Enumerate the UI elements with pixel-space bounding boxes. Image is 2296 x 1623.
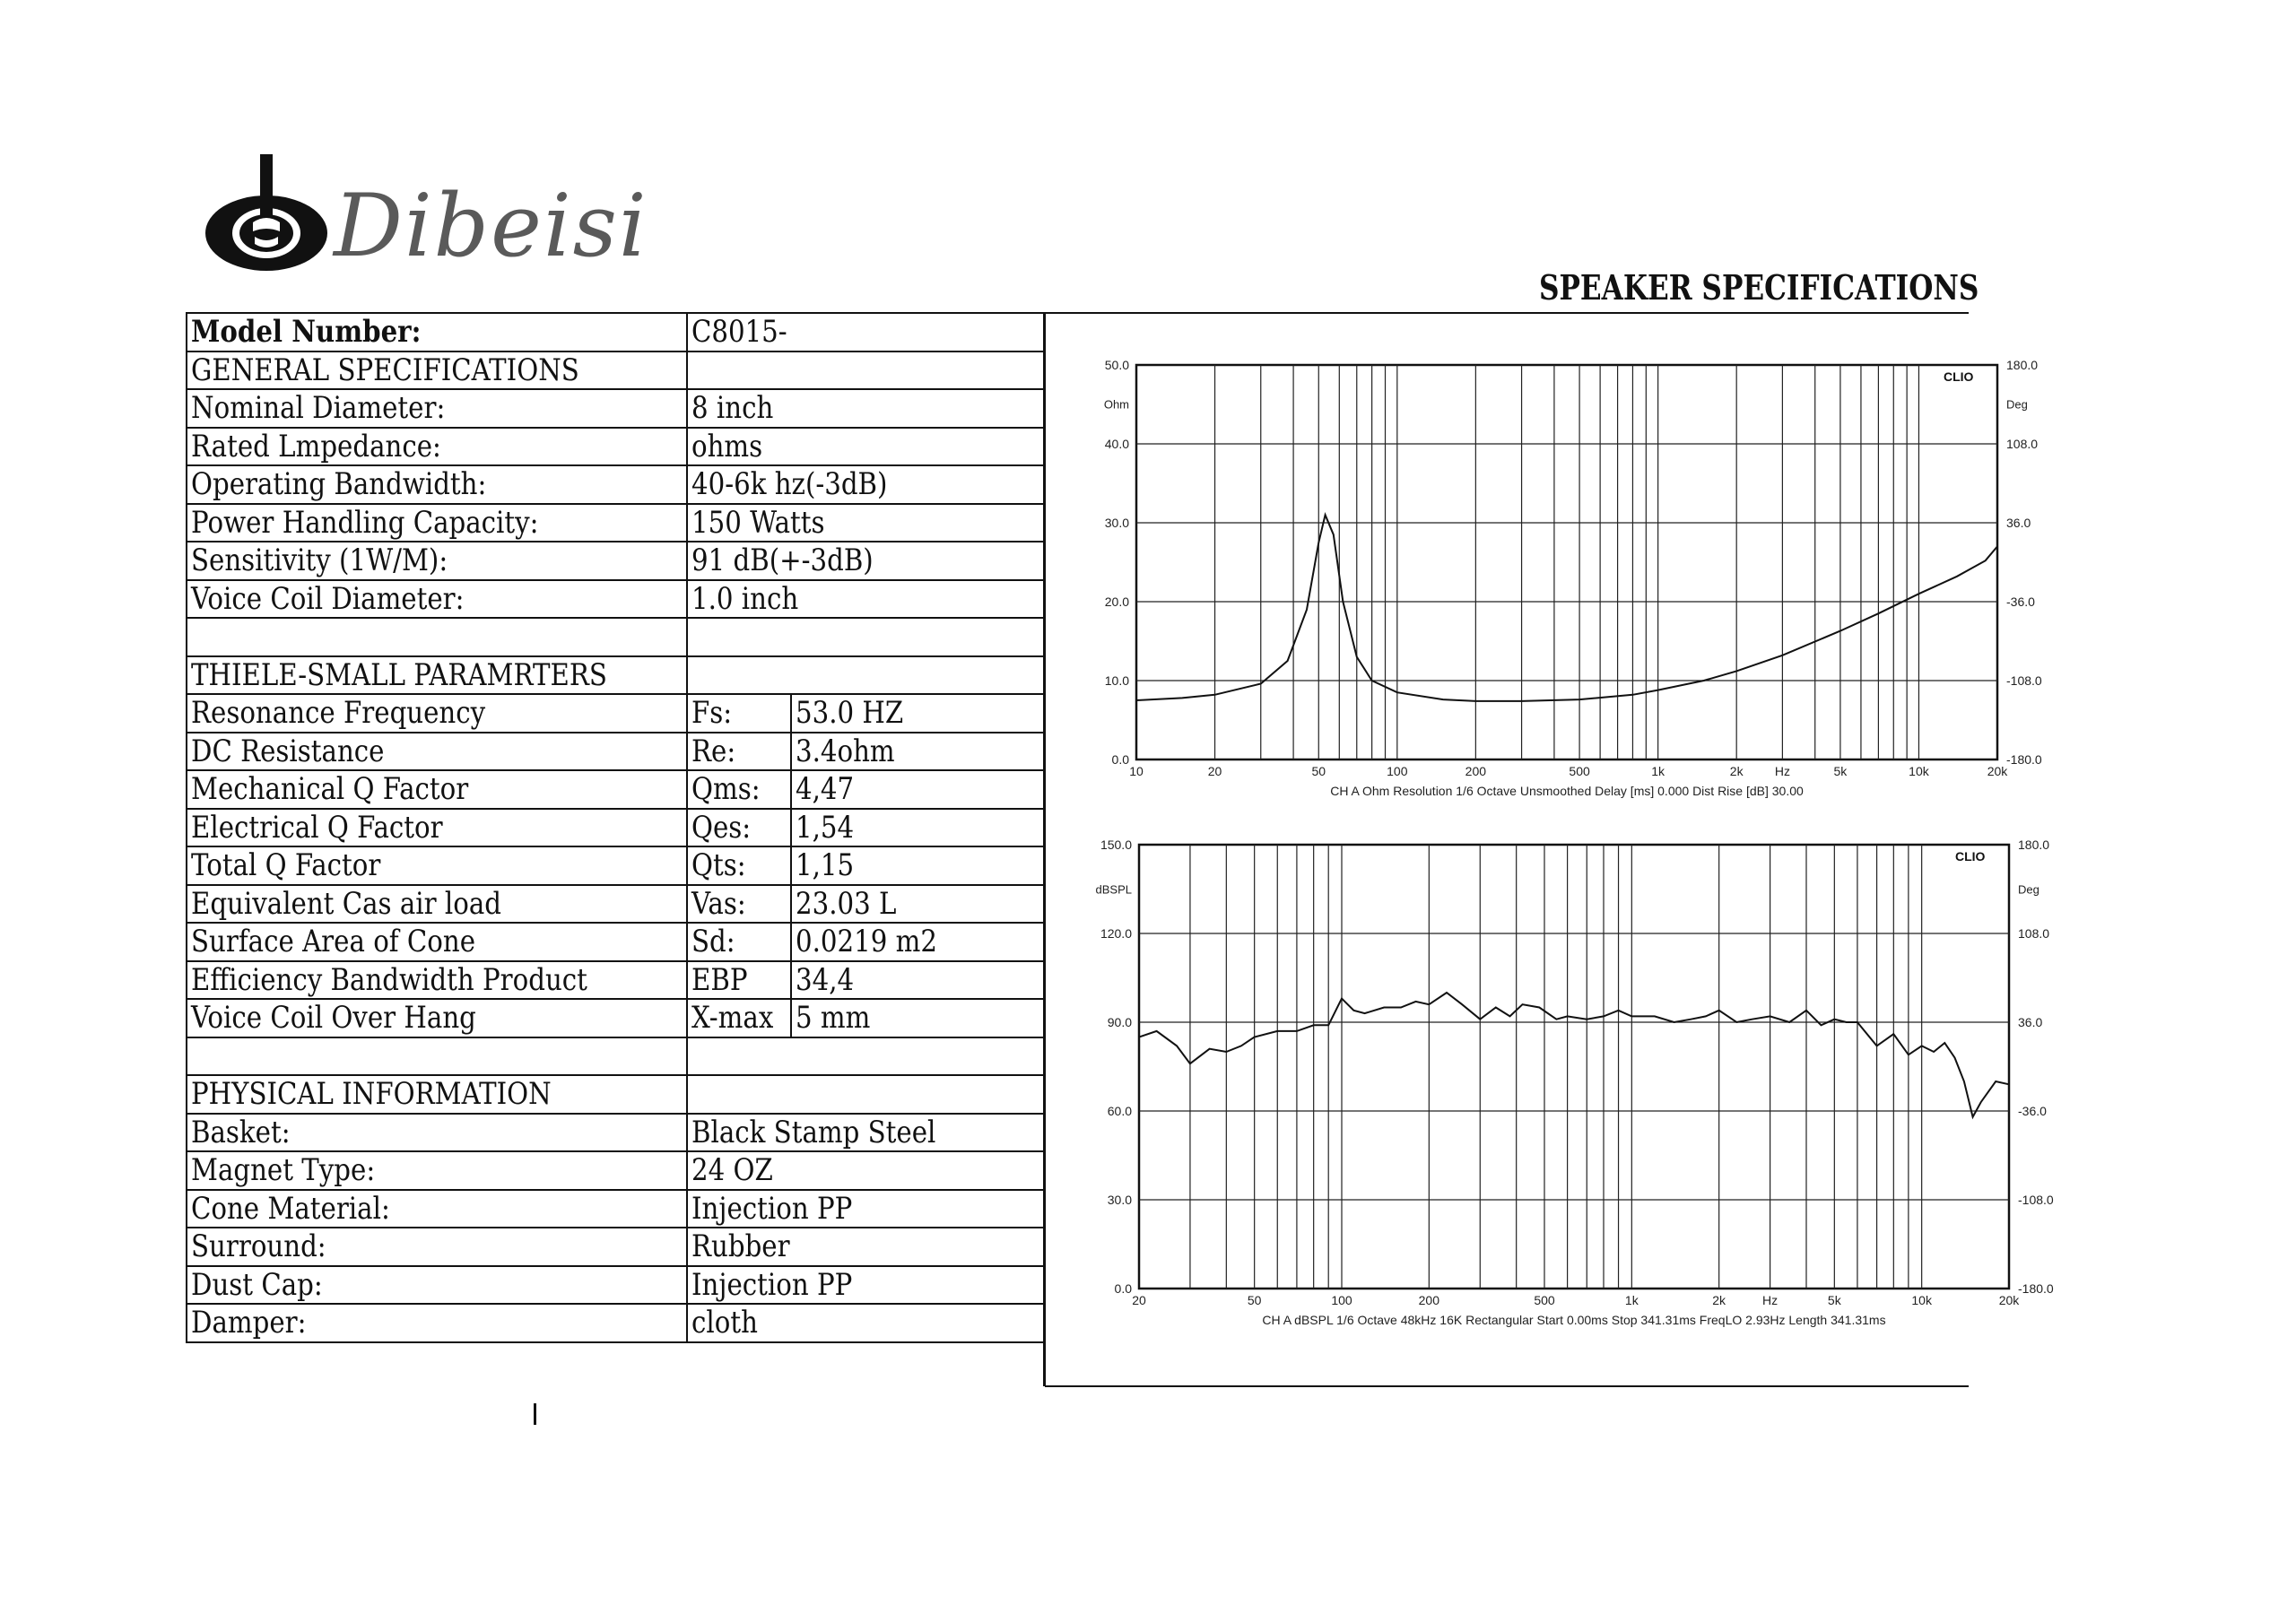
spec-label — [187, 465, 687, 504]
spec-label-text: Nominal Diameter: — [191, 390, 446, 427]
param-value-text: 34,4 — [796, 961, 855, 998]
table-row — [187, 961, 1044, 1000]
spacer-cell — [687, 1037, 1044, 1076]
param-label — [187, 733, 687, 771]
physical-value-text: Injection PP — [691, 1266, 853, 1303]
physical-label-text: Damper: — [191, 1305, 307, 1341]
x-tick-label: 20 — [1207, 764, 1222, 778]
y-tick-label: 0.0 — [1114, 1281, 1132, 1296]
x-tick-label: 1k — [1624, 1293, 1639, 1307]
param-symbol-text: Qes: — [691, 809, 752, 846]
param-symbol-text: Fs: — [691, 695, 733, 732]
physical-label — [187, 1228, 687, 1266]
param-value — [791, 961, 1044, 1000]
right-tick-label: -36.0 — [2018, 1104, 2047, 1118]
physical-value — [687, 1266, 1044, 1305]
table-row — [187, 885, 1044, 924]
page-title: SPEAKER SPECIFICATIONS — [1539, 267, 1979, 308]
param-symbol-text: Re: — [691, 733, 736, 769]
x-tick-label: 5k — [1827, 1293, 1841, 1307]
x-tick-label: 20 — [1132, 1293, 1146, 1307]
clio-label: CLIO — [1955, 849, 1986, 864]
impedance-chart — [1072, 345, 2076, 812]
spec-value-text: ohms — [691, 428, 763, 464]
model-label — [187, 313, 687, 352]
x-tick-label: 100 — [1331, 1293, 1352, 1307]
series-line — [1136, 515, 1997, 701]
section-heading-row — [187, 352, 1044, 390]
right-tick-label: -180.0 — [2006, 752, 2042, 767]
y-tick-label: 20.0 — [1104, 595, 1129, 609]
right-tick-label: 180.0 — [2018, 838, 2050, 852]
left-unit-label: Ohm — [1103, 397, 1129, 412]
spec-value — [687, 389, 1044, 428]
series-line — [1139, 993, 2009, 1117]
param-symbol — [687, 999, 791, 1037]
x-tick-label: 500 — [1534, 1293, 1555, 1307]
spec-value-text: 91 dB(+-3dB) — [691, 542, 874, 579]
table-row — [187, 1304, 1044, 1342]
physical-label-text: Dust Cap: — [191, 1266, 323, 1303]
table-row — [187, 1151, 1044, 1190]
param-value-text: 1,15 — [796, 847, 855, 884]
empty-cell — [687, 1075, 1044, 1114]
physical-value — [687, 1151, 1044, 1190]
physical-value — [687, 1228, 1044, 1266]
x-tick-label: 1k — [1651, 764, 1665, 778]
spec-label — [187, 580, 687, 619]
param-symbol — [687, 923, 791, 961]
spec-label — [187, 542, 687, 580]
physical-value-text: Black Stamp Steel — [691, 1114, 936, 1150]
param-symbol — [687, 694, 791, 733]
table-row — [187, 1228, 1044, 1266]
model-row — [187, 313, 1044, 352]
y-tick-label: 120.0 — [1100, 926, 1132, 941]
param-symbol-text: X-max — [691, 1000, 774, 1037]
param-label — [187, 846, 687, 885]
table-row — [187, 504, 1044, 542]
param-symbol-text: EBP — [691, 961, 748, 998]
table-row — [187, 465, 1044, 504]
y-tick-label: 30.0 — [1104, 516, 1129, 530]
spec-value — [687, 542, 1044, 580]
page-mark — [534, 1403, 536, 1425]
param-label-text: Electrical Q Factor — [191, 809, 443, 846]
thiele-heading — [187, 656, 687, 695]
brand-logo — [199, 151, 665, 285]
param-label-text: Efficiency Bandwidth Product — [191, 961, 587, 998]
param-label — [187, 961, 687, 1000]
spec-value-text: 1.0 inch — [691, 580, 799, 617]
table-row — [187, 694, 1044, 733]
right-tick-label: -36.0 — [2006, 595, 2035, 609]
spec-value-text: 40-6k hz(-3dB) — [691, 466, 888, 503]
param-symbol-text: Qts: — [691, 847, 746, 884]
x-tick-label: 200 — [1465, 764, 1487, 778]
physical-value-text: 24 OZ — [691, 1152, 773, 1189]
param-value-text: 4,47 — [796, 771, 855, 808]
spacer-cell — [187, 618, 687, 656]
physical-value — [687, 1190, 1044, 1228]
x-tick-label: 50 — [1247, 1293, 1262, 1307]
model-value — [687, 313, 1044, 352]
param-label-text: Mechanical Q Factor — [191, 771, 469, 808]
physical-label-text: Surround: — [191, 1228, 326, 1265]
param-value-text: 0.0219 m2 — [796, 924, 938, 960]
model-label-text: Model Number: — [191, 314, 422, 351]
physical-label-text: Magnet Type: — [191, 1152, 376, 1189]
clio-label: CLIO — [1944, 369, 1974, 384]
table-row — [187, 846, 1044, 885]
physical-label — [187, 1304, 687, 1342]
param-label — [187, 770, 687, 809]
y-tick-label: 40.0 — [1104, 437, 1129, 451]
thiele-heading-text: THIELE-SMALL PARAMRTERS — [191, 656, 607, 693]
x-tick-label: 500 — [1569, 764, 1590, 778]
spec-table — [186, 312, 1045, 1343]
param-value — [791, 809, 1044, 847]
divider-top — [1045, 312, 1969, 314]
table-row — [187, 923, 1044, 961]
spec-value — [687, 428, 1044, 466]
right-tick-label: 36.0 — [2018, 1015, 2043, 1029]
spec-value — [687, 465, 1044, 504]
y-tick-label: 150.0 — [1100, 838, 1132, 852]
x-tick-label: 2k — [1729, 764, 1744, 778]
param-value-text: 53.0 HZ — [796, 695, 904, 732]
param-value — [791, 770, 1044, 809]
param-symbol-text: Qms: — [691, 771, 761, 808]
chart-caption: CH A dBSPL 1/6 Octave 48kHz 16K Rectangular Start 0.00ms Stop 341.31ms FreqLO 2.93Hz Length 341.31ms — [1262, 1313, 1886, 1327]
spec-label — [187, 428, 687, 466]
spec-label-text: Power Handling Capacity: — [191, 504, 539, 541]
empty-cell — [687, 352, 1044, 390]
spec-value-text: 150 Watts — [691, 504, 825, 541]
spacer-cell — [187, 1037, 687, 1076]
spec-label-text: Operating Bandwidth: — [191, 466, 487, 503]
right-tick-label: 108.0 — [2006, 437, 2039, 451]
physical-label-text: Basket: — [191, 1114, 291, 1150]
x-tick-label: 50 — [1311, 764, 1326, 778]
table-row — [187, 542, 1044, 580]
param-label-text: Equivalent Cas air load — [191, 885, 502, 922]
section-heading-row — [187, 656, 1044, 695]
param-symbol-text: Vas: — [691, 885, 746, 922]
param-label-text: Voice Coil Over Hang — [191, 1000, 476, 1037]
param-symbol — [687, 770, 791, 809]
table-row — [187, 999, 1044, 1037]
x-tick-label: 100 — [1387, 764, 1408, 778]
x-tick-label: Hz — [1774, 764, 1790, 778]
spec-label-text: Voice Coil Diameter: — [191, 580, 465, 617]
spec-value-text: 8 inch — [691, 390, 774, 427]
spacer-row — [187, 1037, 1044, 1076]
section-heading-row — [187, 1075, 1044, 1114]
y-tick-label: 90.0 — [1107, 1015, 1132, 1029]
physical-label — [187, 1190, 687, 1228]
param-value — [791, 923, 1044, 961]
param-value — [791, 733, 1044, 771]
param-label — [187, 809, 687, 847]
param-label-text: Total Q Factor — [191, 847, 381, 884]
param-value-text: 23.03 L — [796, 885, 897, 922]
right-tick-label: -180.0 — [2018, 1281, 2054, 1296]
spec-label — [187, 504, 687, 542]
y-tick-label: 30.0 — [1107, 1193, 1132, 1207]
param-value — [791, 846, 1044, 885]
param-value — [791, 999, 1044, 1037]
x-tick-label: Hz — [1762, 1293, 1779, 1307]
x-tick-label: 5k — [1833, 764, 1848, 778]
spec-value — [687, 504, 1044, 542]
table-row — [187, 809, 1044, 847]
plot-frame — [1139, 845, 2009, 1289]
general-heading-text: GENERAL SPECIFICATIONS — [191, 352, 579, 388]
table-row — [187, 1266, 1044, 1305]
spec-label-text: Rated Lmpedance: — [191, 428, 441, 464]
x-tick-label: 10k — [1909, 764, 1929, 778]
brand-logo-text: Dibeisi — [334, 176, 648, 276]
x-tick-label: 2k — [1712, 1293, 1726, 1307]
param-label — [187, 999, 687, 1037]
spacer-row — [187, 618, 1044, 656]
physical-label — [187, 1151, 687, 1190]
spl-chart — [1072, 825, 2085, 1345]
param-value-text: 3.4ohm — [796, 733, 895, 769]
x-tick-label: 200 — [1418, 1293, 1440, 1307]
table-row — [187, 1114, 1044, 1152]
physical-value-text: Rubber — [691, 1228, 790, 1265]
right-unit-label: Deg — [2006, 397, 2028, 412]
physical-heading-text: PHYSICAL INFORMATION — [191, 1076, 552, 1113]
x-tick-label: 10k — [1911, 1293, 1932, 1307]
param-value-text: 1,54 — [796, 809, 855, 846]
param-symbol-text: Sd: — [691, 924, 735, 960]
y-tick-label: 50.0 — [1104, 358, 1129, 372]
param-value — [791, 885, 1044, 924]
left-unit-label: dBSPL — [1095, 882, 1132, 897]
param-label — [187, 885, 687, 924]
table-row — [187, 389, 1044, 428]
param-label-text: Resonance Frequency — [191, 695, 486, 732]
spacer-cell — [687, 618, 1044, 656]
right-tick-label: 180.0 — [2006, 358, 2039, 372]
x-tick-label: 10 — [1129, 764, 1144, 778]
physical-value-text: Injection PP — [691, 1190, 853, 1227]
physical-value-text: cloth — [691, 1305, 758, 1341]
param-label-text: Surface Area of Cone — [191, 924, 476, 960]
param-symbol — [687, 961, 791, 1000]
physical-label — [187, 1114, 687, 1152]
divider-bottom — [1045, 1385, 1969, 1387]
physical-heading — [187, 1075, 687, 1114]
param-symbol — [687, 885, 791, 924]
table-row — [187, 428, 1044, 466]
table-row — [187, 1190, 1044, 1228]
brand-emblem-icon — [199, 151, 334, 285]
physical-label — [187, 1266, 687, 1305]
param-value-text: 5 mm — [796, 1000, 871, 1037]
table-row — [187, 733, 1044, 771]
y-tick-label: 60.0 — [1107, 1104, 1132, 1118]
param-symbol — [687, 733, 791, 771]
param-symbol — [687, 809, 791, 847]
chart-caption: CH A Ohm Resolution 1/6 Octave Unsmoothed Delay [ms] 0.000 Dist Rise [dB] 30.00 — [1330, 784, 1804, 798]
right-tick-label: 36.0 — [2006, 516, 2031, 530]
spec-label-text: Sensitivity (1W/M): — [191, 542, 448, 579]
right-unit-label: Deg — [2018, 882, 2039, 897]
empty-cell — [687, 656, 1044, 695]
param-label-text: DC Resistance — [191, 733, 385, 769]
param-symbol — [687, 846, 791, 885]
general-heading — [187, 352, 687, 390]
param-label — [187, 694, 687, 733]
spec-value — [687, 580, 1044, 619]
spec-label — [187, 389, 687, 428]
table-row — [187, 770, 1044, 809]
y-tick-label: 0.0 — [1111, 752, 1129, 767]
model-value-text: C8015- — [691, 314, 787, 351]
physical-value — [687, 1114, 1044, 1152]
physical-value — [687, 1304, 1044, 1342]
x-tick-label: 20k — [1987, 764, 2008, 778]
physical-label-text: Cone Material: — [191, 1190, 390, 1227]
right-tick-label: -108.0 — [2018, 1193, 2054, 1207]
x-tick-label: 20k — [1998, 1293, 2020, 1307]
right-tick-label: 108.0 — [2018, 926, 2050, 941]
right-tick-label: -108.0 — [2006, 673, 2042, 688]
table-row — [187, 580, 1044, 619]
divider-vertical — [1043, 312, 1046, 1386]
param-label — [187, 923, 687, 961]
param-value — [791, 694, 1044, 733]
y-tick-label: 10.0 — [1104, 673, 1129, 688]
